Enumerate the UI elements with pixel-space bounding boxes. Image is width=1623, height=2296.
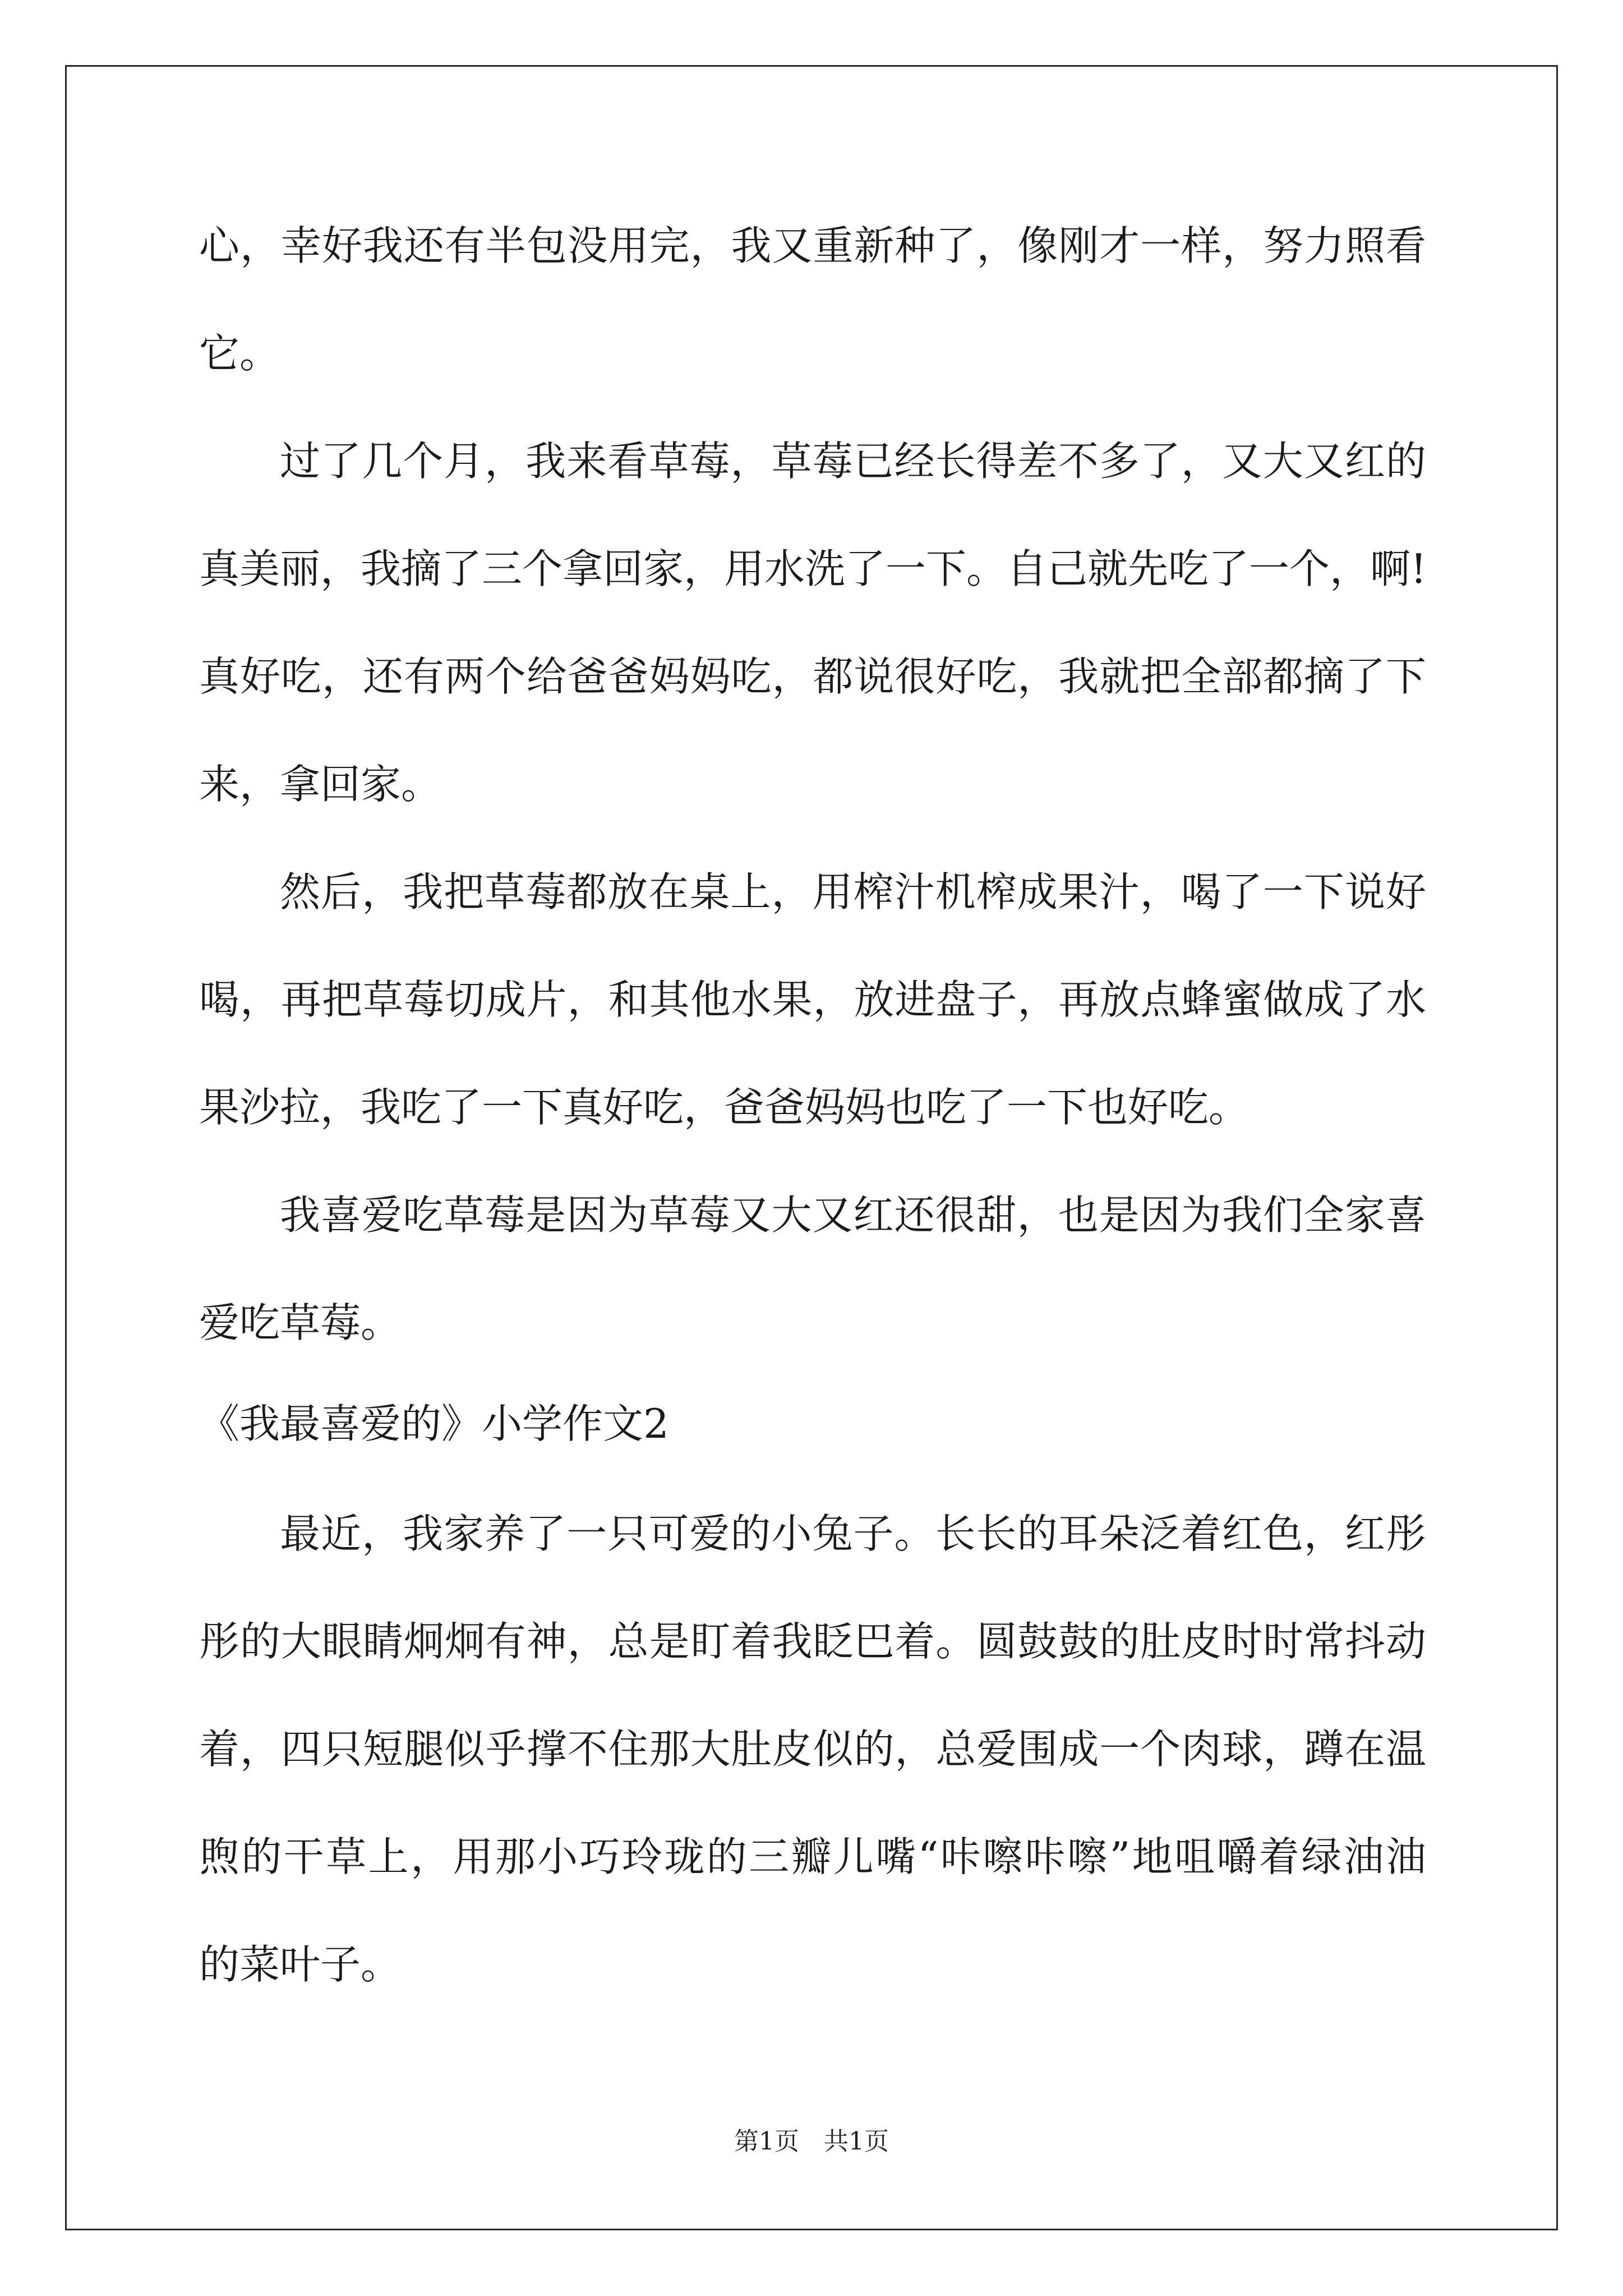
- paragraph-line: 的菜叶子。: [199, 1941, 402, 1988]
- paragraph-line: 最近，我家养了一只可爱的小兔子。长长的耳朵泛着红色，红彤: [280, 1510, 1426, 1557]
- paragraph-line: 着，四只短腿似乎撑不住那大肚皮似的，总爱围成一个肉球，蹲在温: [199, 1726, 1426, 1773]
- page-footer: [0, 2125, 1623, 2159]
- page-number-total: 共1页: [824, 2127, 889, 2156]
- paragraph-line: 真美丽，我摘了三个拿回家，用水洗了一下。自己就先吃了一个，啊!: [199, 545, 1427, 592]
- paragraph-line: 过了几个月，我来看草莓，草莓已经长得差不多了，又大又红的: [280, 438, 1426, 485]
- paragraph-line: 心，幸好我还有半包没用完，我又重新种了，像刚才一样，努力照看: [199, 222, 1426, 269]
- paragraph-line: 然后，我把草莓都放在桌上，用榨汁机榨成果汁，喝了一下说好: [280, 868, 1426, 915]
- section-title: 《我最喜爱的》小学作文2: [199, 1400, 669, 1447]
- paragraph-line: 果沙拉，我吃了一下真好吃，爸爸妈妈也吃了一下也好吃。: [199, 1084, 1249, 1131]
- paragraph-line: 彤的大眼睛炯炯有神，总是盯着我眨巴着。圆鼓鼓的肚皮时时常抖动: [199, 1618, 1426, 1665]
- paragraph-line: 我喜爱吃草莓是因为草莓又大又红还很甜，也是因为我们全家喜: [280, 1191, 1426, 1239]
- paragraph-line: 真好吃，还有两个给爸爸妈妈吃，都说很好吃，我就把全部都摘了下: [199, 653, 1426, 700]
- paragraph-line: 煦的干草上，用那小巧玲珑的三瓣儿嘴“咔嚓咔嚓”地咀嚼着绿油油: [199, 1833, 1426, 1880]
- paragraph-line: 来，拿回家。: [199, 761, 442, 808]
- page-number-current: 第1页: [734, 2127, 799, 2156]
- paragraph-line: 爱吃草莓。: [199, 1299, 402, 1346]
- paragraph-line: 喝，再把草莓切成片，和其他水果，放进盘子，再放点蜂蜜做成了水: [199, 976, 1426, 1023]
- paragraph-line: 它。: [199, 330, 280, 377]
- page-border: [65, 65, 1558, 2230]
